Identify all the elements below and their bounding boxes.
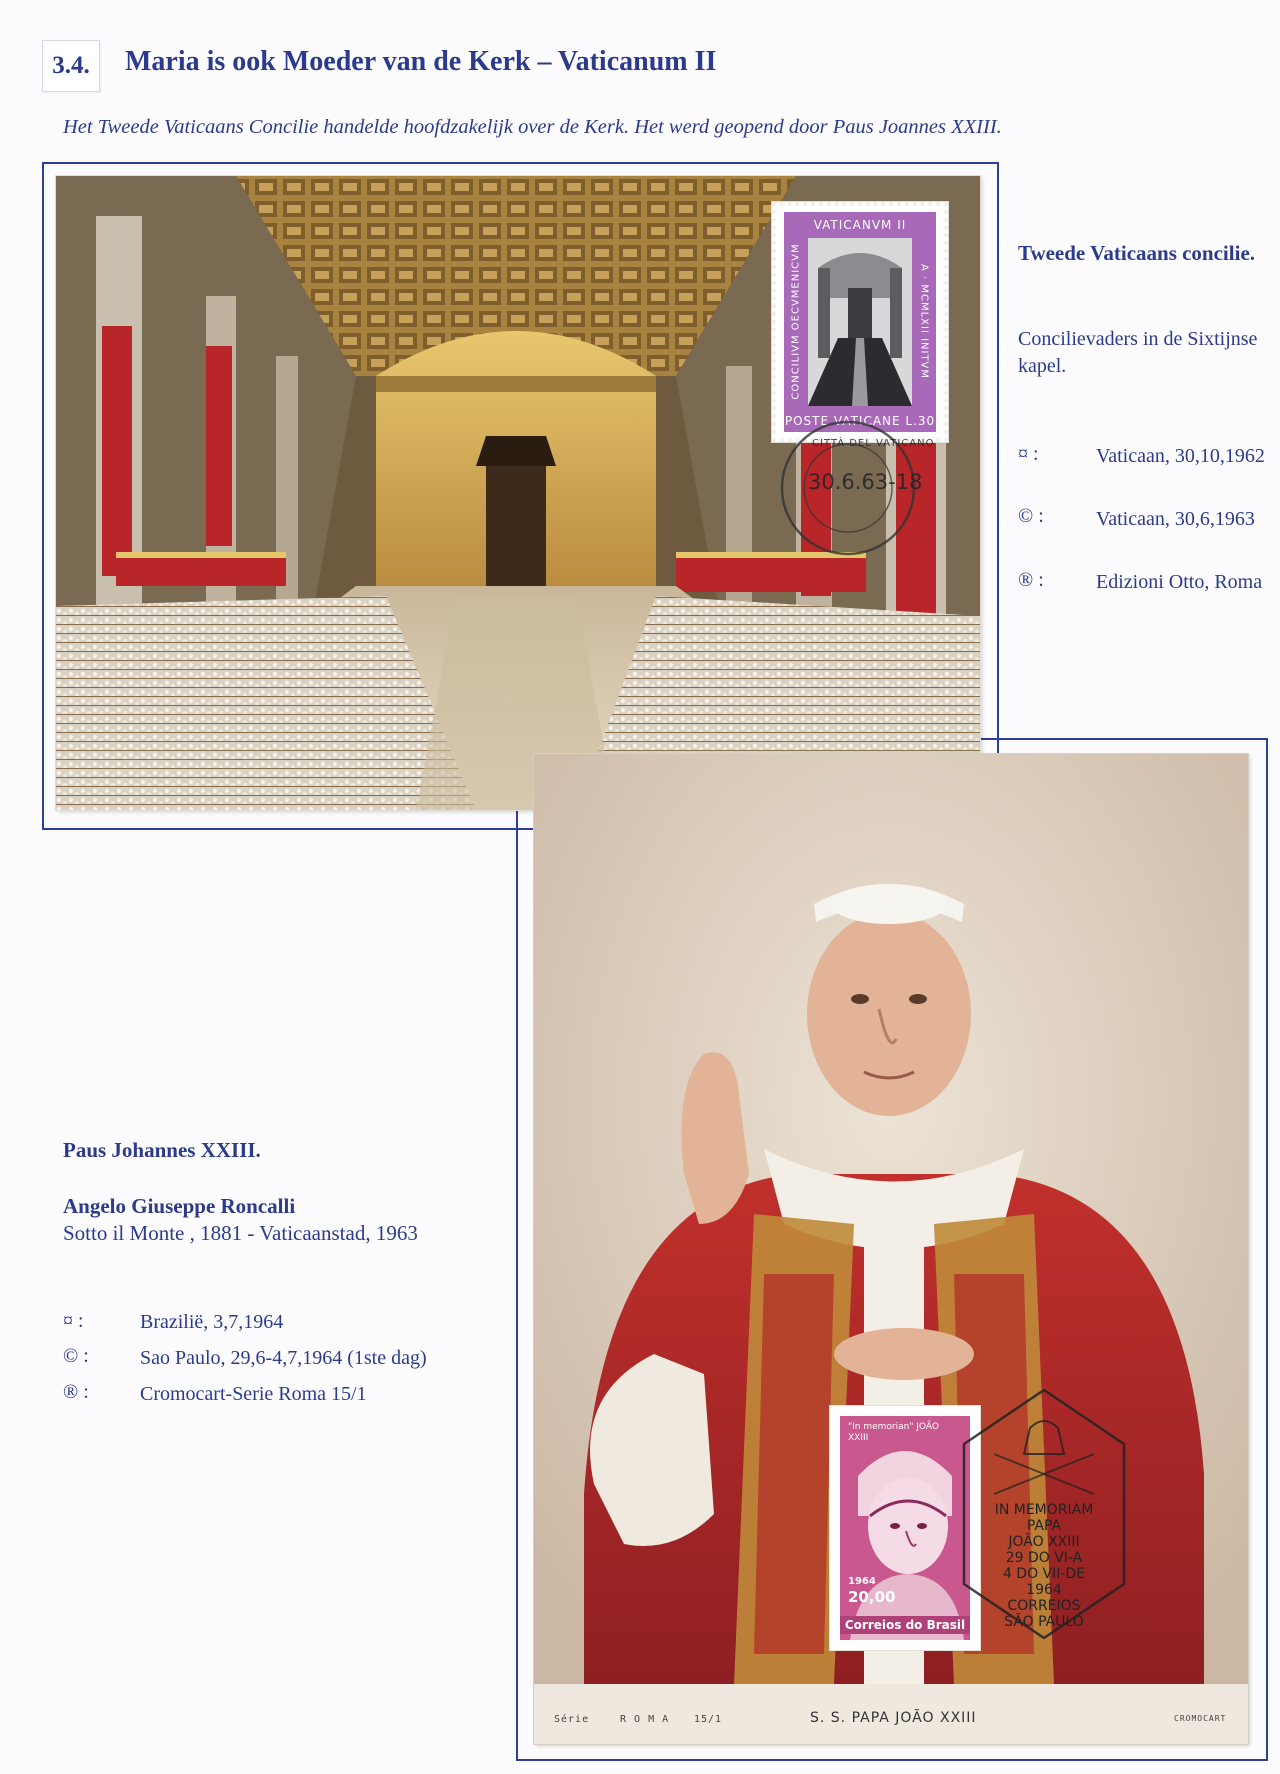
stamp-bottom-year: 1964 (848, 1576, 876, 1587)
card-footer-series: Série (554, 1714, 590, 1725)
sao-paulo-postmark (954, 1384, 1134, 1644)
stamp-bottom-value: 20,00 (848, 1588, 896, 1606)
maximum-card-pope (534, 754, 1248, 1744)
stamp-info: Vaticaan, 30,10,1962 (1096, 445, 1265, 467)
stamp-info-2: Brazilië, 3,7,1964 (140, 1311, 284, 1333)
section-number: 3.4. (42, 40, 100, 92)
page-subtitle: Het Tweede Vaticaans Concilie handelde hoofdzakelijk over de Kerk. Het werd geopend door Paus Joannes XXIII. (63, 116, 1002, 138)
postmark-line-8: SÃO PAULO (1004, 1614, 1084, 1630)
cancel-symbol-2: © : (63, 1345, 89, 1367)
card-footer-roma: R O M A (620, 1714, 670, 1725)
stamp-left-text: CONCILIVM OECVMENICVM (790, 243, 802, 400)
top-card-title: Tweede Vaticaans concilie. (1018, 241, 1256, 265)
stamp-pope-portrait (840, 1416, 970, 1640)
stamp-right-text: A · MCMLXII INITVM (918, 263, 930, 380)
page-title: Maria is ook Moeder van de Kerk – Vaticanum II (125, 46, 717, 77)
card-footer-caption: S. S. PAPA JOÃO XXIII (810, 1710, 977, 1726)
postmark-place: CITTÀ DEL VATICANO (812, 438, 935, 449)
postmark-line-1: IN MEMORIAM (994, 1502, 1094, 1518)
stamp-bottom-header: "In memorian" JOÃO XXIII (848, 1422, 940, 1443)
maximum-card-basilica (56, 176, 980, 810)
top-card-description: Concilievaders in de Sixtijnse kapel. (1018, 328, 1258, 377)
cancel-info-2: Sao Paulo, 29,6-4,7,1964 (1ste dag) (140, 1347, 427, 1369)
publisher-symbol-2: ® : (63, 1381, 89, 1403)
postmark-date: 30.6.63-18 (808, 470, 923, 494)
stamp-nave-image (808, 238, 912, 406)
stamp-symbol: ¤ : (1018, 443, 1039, 465)
stamp-bottom-text: POSTE VATICANE L.30 (784, 414, 936, 428)
bottom-card-title: Paus Johannes XXIII. (63, 1138, 261, 1162)
postmark-line-7: CORREIOS (1007, 1598, 1081, 1614)
pope-full-name: Angelo Giuseppe Roncalli (63, 1194, 296, 1218)
card-footer-publisher: CROMOCART (1174, 1714, 1227, 1723)
cancel-info: Vaticaan, 30,6,1963 (1096, 508, 1255, 530)
stamp-symbol-2: ¤ : (63, 1310, 84, 1332)
postmark-line-4: 29 DO VI-A (1005, 1550, 1083, 1566)
postmark-line-3: JOÃO XXIII (1008, 1534, 1080, 1550)
card-footer-number: 15/1 (694, 1714, 723, 1725)
postmark-line-2: PAPA (1026, 1518, 1062, 1534)
pope-life-dates: Sotto il Monte , 1881 - Vaticaanstad, 1963 (63, 1221, 418, 1245)
postmark-line-5: 4 DO VII-DE (1002, 1566, 1086, 1582)
publisher-info-2: Cromocart-Serie Roma 15/1 (140, 1383, 367, 1405)
postmark-line-6: 1964 (1026, 1582, 1062, 1598)
cancel-symbol: © : (1018, 505, 1044, 527)
stamp-bottom-country: Correios do Brasil (840, 1616, 970, 1634)
publisher-info: Edizioni Otto, Roma (1096, 571, 1263, 593)
stamp-top-text: VATICANVM II (813, 218, 907, 232)
publisher-symbol: ® : (1018, 569, 1044, 591)
